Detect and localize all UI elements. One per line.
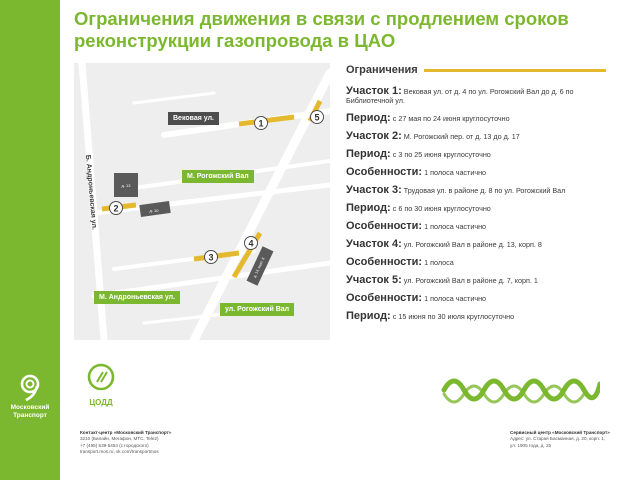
street-label-vekovaya: Вековая ул. bbox=[168, 112, 219, 125]
info-row bbox=[346, 312, 606, 321]
marker-5-label: 5 bbox=[314, 112, 320, 123]
contact-center-phone: 3210 (Билайн, Мегафон, МТС, Tele2) bbox=[80, 436, 159, 442]
row-key: Особенности: bbox=[346, 256, 423, 268]
row-key: Период: bbox=[346, 202, 391, 214]
restrictions-header bbox=[346, 62, 606, 78]
info-row bbox=[346, 150, 606, 159]
codd-logo-icon bbox=[86, 362, 116, 392]
info-row bbox=[346, 204, 606, 213]
street-label-m-andronyevskaya: М. Андроньевская ул. bbox=[94, 291, 180, 304]
info-row bbox=[346, 276, 606, 285]
row-value: 1 полоса частично bbox=[424, 294, 487, 303]
row-value: ул. Рогожский Вал в районе д. 13, корп. 8 bbox=[403, 240, 542, 249]
row-key: Особенности: bbox=[346, 220, 423, 232]
info-row bbox=[346, 294, 606, 303]
street-minor-a bbox=[134, 93, 214, 103]
info-row bbox=[346, 87, 606, 105]
building-d13-label: д. 13 bbox=[121, 183, 131, 188]
row-key: Участок 5: bbox=[346, 274, 402, 286]
street-label-m-rogozhsky-val: М. Рогожский Вал bbox=[182, 170, 254, 183]
building-d13k8-label: д. 13, корп. 8 bbox=[252, 256, 266, 279]
street-label-b-andronyevskaya: Б. Андроньевская ул. bbox=[84, 154, 98, 231]
contact-center-phone2: +7 (495) 539-5454 (с городского) bbox=[80, 442, 149, 448]
contact-center-web[interactable]: transport.mos.ru, vk.com/transportmos bbox=[80, 449, 159, 455]
row-value: с 6 по 30 июня круглосуточно bbox=[392, 204, 491, 213]
row-key: Участок 1: bbox=[346, 85, 402, 97]
page-title: Ограничения движения в связи с продлением сроков реконструкции газопровода в ЦАО bbox=[74, 8, 569, 51]
marker-3-label: 3 bbox=[208, 252, 214, 263]
row-key: Период: bbox=[346, 310, 391, 322]
info-row bbox=[346, 132, 606, 141]
row-key: Период: bbox=[346, 148, 391, 160]
wave-pattern-icon bbox=[440, 370, 600, 410]
moscow-transport-logo bbox=[8, 372, 52, 420]
brand-name-line2: Транспорт bbox=[13, 412, 47, 419]
brand-name-line1: Московский bbox=[10, 404, 50, 411]
decorative-waves bbox=[440, 370, 600, 415]
service-center-title: Сервисный центр «Московский Транспорт» bbox=[510, 430, 610, 435]
row-key: Особенности: bbox=[346, 166, 423, 178]
row-key: Участок 4: bbox=[346, 238, 402, 250]
row-value: ул. Рогожский Вал в районе д. 7, корп. 1 bbox=[403, 276, 538, 285]
info-row bbox=[346, 114, 606, 123]
row-key: Период: bbox=[346, 112, 391, 124]
row-value: Трудовая ул. в районе д. 8 по ул. Рогожский Вал bbox=[403, 186, 566, 195]
street-label-rogozhsky-val: ул. Рогожский Вал bbox=[220, 303, 294, 316]
row-key: Особенности: bbox=[346, 292, 423, 304]
marker-1-label: 1 bbox=[258, 118, 264, 129]
heading-divider bbox=[424, 69, 606, 72]
service-center-addr2: ул. 1905 года, д. 25 bbox=[510, 442, 552, 448]
restrictions-panel bbox=[346, 62, 606, 321]
row-value: 1 полоса частично bbox=[424, 168, 487, 177]
row-key: Участок 3: bbox=[346, 184, 402, 196]
info-row bbox=[346, 258, 606, 267]
marker-2-label: 2 bbox=[113, 203, 119, 214]
row-key: Участок 2: bbox=[346, 130, 402, 142]
building-d10-label: д. 10 bbox=[149, 208, 159, 213]
restrictions-heading: Ограничения bbox=[346, 64, 418, 76]
moscow-transport-logo-icon bbox=[15, 372, 45, 402]
row-value: с 3 по 25 июня круглосуточно bbox=[392, 150, 491, 159]
service-center-addr1: Адрес: ул. Старая Басманная, д. 20, корп. 1, bbox=[510, 436, 606, 442]
info-row bbox=[346, 186, 606, 195]
brand-sidebar bbox=[0, 0, 60, 480]
row-value: с 27 мая по 24 июня круглосуточно bbox=[392, 114, 510, 123]
row-value: 1 полоса bbox=[424, 258, 454, 267]
info-row bbox=[346, 168, 606, 177]
info-row bbox=[346, 240, 606, 249]
row-value: с 15 июня по 30 июля круглосуточно bbox=[392, 312, 515, 321]
codd-logo bbox=[78, 362, 124, 407]
map-panel bbox=[74, 63, 330, 340]
codd-logo-text: ЦОДД bbox=[89, 398, 113, 407]
marker-4-label: 4 bbox=[248, 238, 254, 249]
service-center-info bbox=[510, 430, 610, 449]
contact-center-title: Контакт-центр «Московский Транспорт» bbox=[80, 430, 172, 435]
info-row bbox=[346, 222, 606, 231]
row-value: М. Рогожский пер. от д. 13 до д. 17 bbox=[403, 132, 520, 141]
contact-center-info bbox=[80, 430, 320, 456]
row-value: 1 полоса частично bbox=[424, 222, 487, 231]
row-value: Вековая ул. от д. 4 по ул. Рогожский Вал до д. 6 по Библиотечной ул. bbox=[346, 87, 574, 105]
